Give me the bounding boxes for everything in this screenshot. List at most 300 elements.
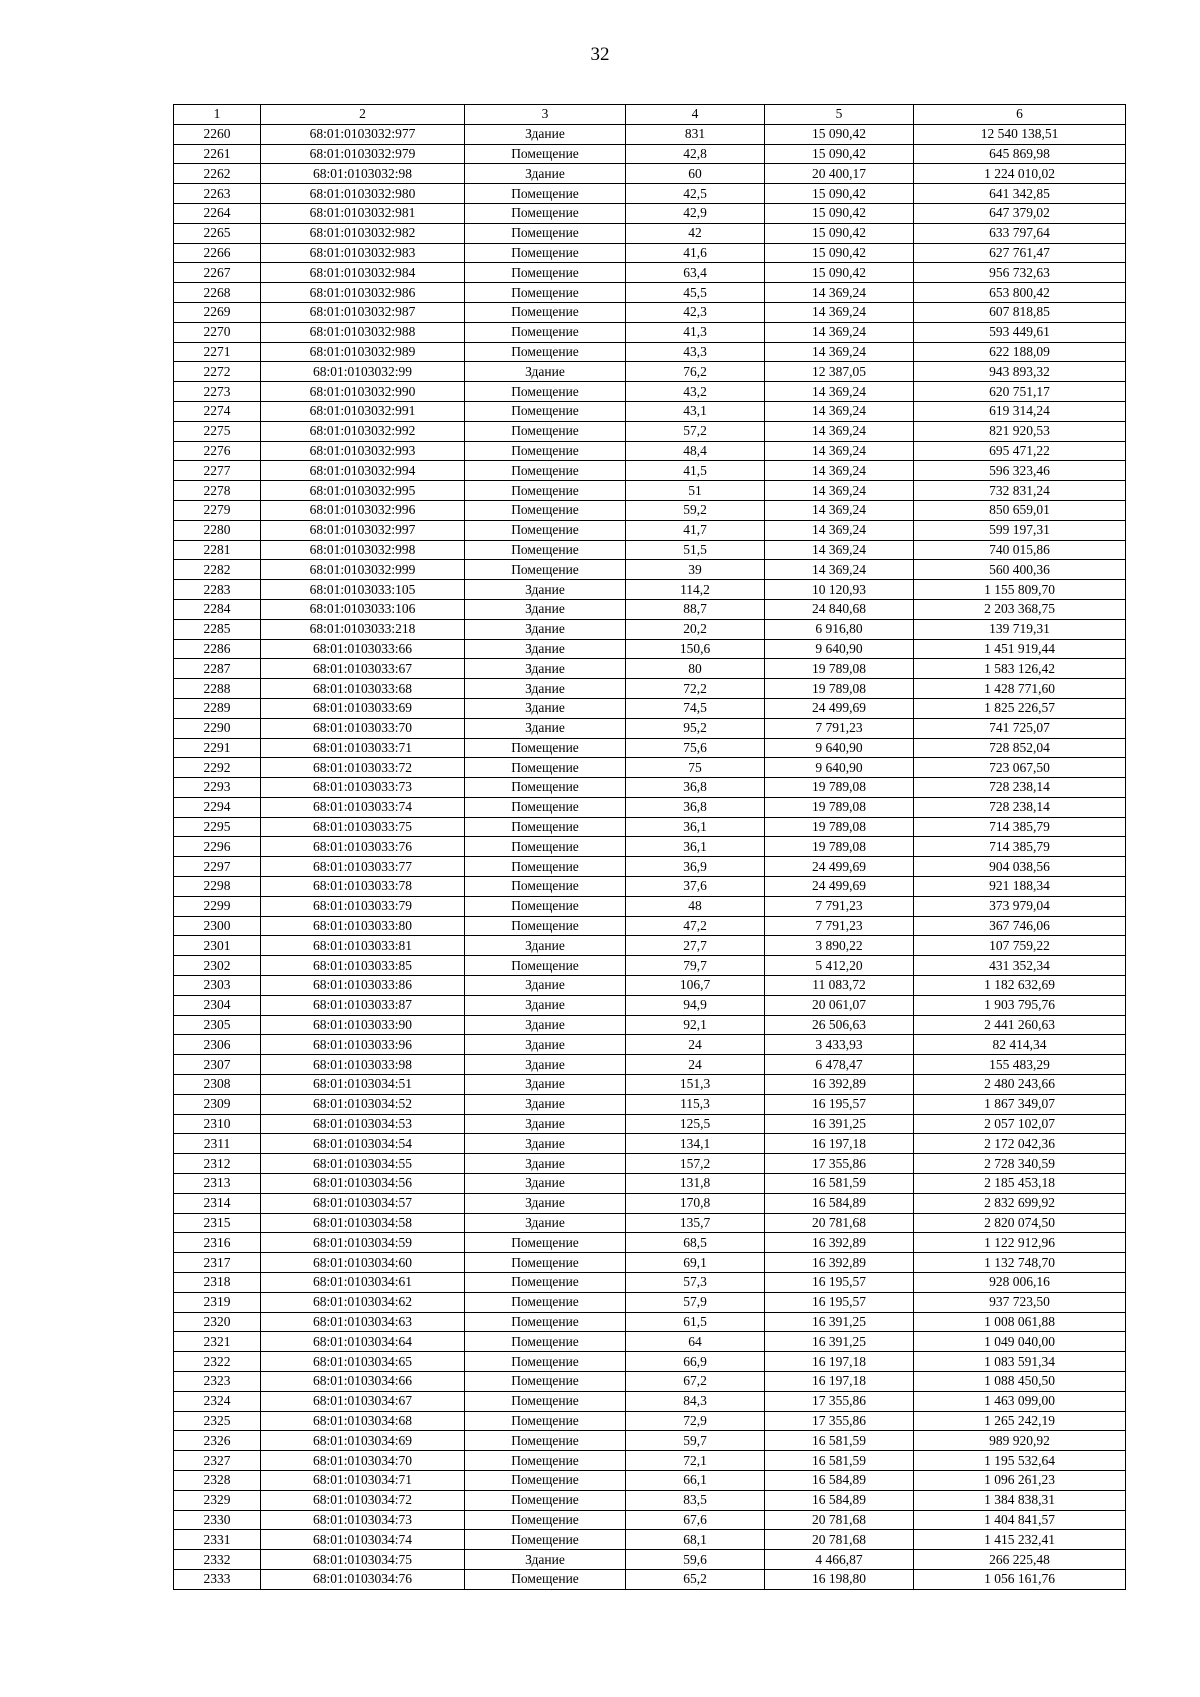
cadastral-number-cell: 68:01:0103033:71 (261, 738, 465, 758)
table-row (174, 995, 1126, 1015)
area-cell: 36,1 (626, 817, 765, 837)
object-type-cell: Здание (465, 1094, 626, 1114)
cadastral-value-cell: 653 800,42 (914, 283, 1126, 303)
cadastral-value-cell: 1 132 748,70 (914, 1253, 1126, 1273)
row-number-cell: 2264 (174, 203, 261, 223)
area-cell: 36,1 (626, 837, 765, 857)
specific-value-cell: 24 840,68 (765, 599, 914, 619)
cadastral-value-cell: 921 188,34 (914, 877, 1126, 897)
area-cell: 150,6 (626, 639, 765, 659)
cadastral-number-cell: 68:01:0103034:62 (261, 1292, 465, 1312)
object-type-cell: Здание (465, 659, 626, 679)
cadastral-number-cell: 68:01:0103034:76 (261, 1569, 465, 1589)
cadastral-value-cell: 107 759,22 (914, 936, 1126, 956)
specific-value-cell: 14 369,24 (765, 540, 914, 560)
object-type-cell: Здание (465, 599, 626, 619)
table-row (174, 1569, 1126, 1589)
specific-value-cell: 14 369,24 (765, 500, 914, 520)
object-type-cell: Помещение (465, 520, 626, 540)
specific-value-cell: 16 198,80 (765, 1569, 914, 1589)
cadastral-number-cell: 68:01:0103034:69 (261, 1431, 465, 1451)
cadastral-value-cell: 1 415 232,41 (914, 1530, 1126, 1550)
cadastral-number-cell: 68:01:0103032:984 (261, 263, 465, 283)
row-number-cell: 2295 (174, 817, 261, 837)
object-type-cell: Помещение (465, 877, 626, 897)
specific-value-cell: 24 499,69 (765, 698, 914, 718)
table-row (174, 263, 1126, 283)
row-number-cell: 2329 (174, 1490, 261, 1510)
cadastral-value-cell: 1 428 771,60 (914, 679, 1126, 699)
cadastral-value-cell: 593 449,61 (914, 322, 1126, 342)
table-row (174, 382, 1126, 402)
table-row (174, 500, 1126, 520)
table-row (174, 1134, 1126, 1154)
row-number-cell: 2275 (174, 421, 261, 441)
area-cell: 68,1 (626, 1530, 765, 1550)
cadastral-value-table (173, 104, 1126, 1590)
table-row (174, 1411, 1126, 1431)
area-cell: 134,1 (626, 1134, 765, 1154)
specific-value-cell: 14 369,24 (765, 342, 914, 362)
object-type-cell: Помещение (465, 1510, 626, 1530)
area-cell: 36,9 (626, 857, 765, 877)
row-number-cell: 2318 (174, 1273, 261, 1293)
cadastral-value-cell: 12 540 138,51 (914, 124, 1126, 144)
cadastral-value-cell: 1 265 242,19 (914, 1411, 1126, 1431)
area-cell: 36,8 (626, 797, 765, 817)
specific-value-cell: 14 369,24 (765, 382, 914, 402)
area-cell: 24 (626, 1055, 765, 1075)
cadastral-number-cell: 68:01:0103034:74 (261, 1530, 465, 1550)
specific-value-cell: 7 791,23 (765, 916, 914, 936)
specific-value-cell: 14 369,24 (765, 421, 914, 441)
area-cell: 37,6 (626, 877, 765, 897)
cadastral-number-cell: 68:01:0103034:66 (261, 1372, 465, 1392)
cadastral-number-cell: 68:01:0103034:52 (261, 1094, 465, 1114)
cadastral-number-cell: 68:01:0103034:54 (261, 1134, 465, 1154)
area-cell: 57,2 (626, 421, 765, 441)
table-row (174, 1075, 1126, 1095)
table-row (174, 778, 1126, 798)
specific-value-cell: 15 090,42 (765, 203, 914, 223)
object-type-cell: Помещение (465, 421, 626, 441)
table-row (174, 797, 1126, 817)
cadastral-number-cell: 68:01:0103033:98 (261, 1055, 465, 1075)
area-cell: 63,4 (626, 263, 765, 283)
cadastral-number-cell: 68:01:0103034:58 (261, 1213, 465, 1233)
table-row (174, 1292, 1126, 1312)
object-type-cell: Помещение (465, 1352, 626, 1372)
cadastral-number-cell: 68:01:0103033:86 (261, 976, 465, 996)
object-type-cell: Помещение (465, 1233, 626, 1253)
specific-value-cell: 16 584,89 (765, 1470, 914, 1490)
table-row (174, 738, 1126, 758)
object-type-cell: Помещение (465, 738, 626, 758)
cadastral-number-cell: 68:01:0103034:61 (261, 1273, 465, 1293)
area-cell: 43,2 (626, 382, 765, 402)
row-number-cell: 2263 (174, 184, 261, 204)
cadastral-number-cell: 68:01:0103032:993 (261, 441, 465, 461)
cadastral-number-cell: 68:01:0103032:999 (261, 560, 465, 580)
object-type-cell: Помещение (465, 223, 626, 243)
table-row (174, 916, 1126, 936)
table-row (174, 1431, 1126, 1451)
cadastral-number-cell: 68:01:0103034:64 (261, 1332, 465, 1352)
cadastral-value-cell: 937 723,50 (914, 1292, 1126, 1312)
cadastral-number-cell: 68:01:0103033:87 (261, 995, 465, 1015)
cadastral-number-cell: 68:01:0103032:997 (261, 520, 465, 540)
row-number-cell: 2324 (174, 1391, 261, 1411)
table-row (174, 718, 1126, 738)
cadastral-number-cell: 68:01:0103033:90 (261, 1015, 465, 1035)
cadastral-value-cell: 266 225,48 (914, 1550, 1126, 1570)
cadastral-value-cell: 1 583 126,42 (914, 659, 1126, 679)
table-row (174, 679, 1126, 699)
object-type-cell: Помещение (465, 956, 626, 976)
column-header: 2 (261, 105, 465, 125)
row-number-cell: 2308 (174, 1075, 261, 1095)
area-cell: 42,8 (626, 144, 765, 164)
table-row (174, 599, 1126, 619)
specific-value-cell: 16 581,59 (765, 1431, 914, 1451)
cadastral-value-cell: 2 820 074,50 (914, 1213, 1126, 1233)
cadastral-value-cell: 599 197,31 (914, 520, 1126, 540)
table-row (174, 758, 1126, 778)
table-row (174, 1451, 1126, 1471)
table-row (174, 877, 1126, 897)
specific-value-cell: 14 369,24 (765, 520, 914, 540)
object-type-cell: Помещение (465, 1490, 626, 1510)
area-cell: 69,1 (626, 1253, 765, 1273)
row-number-cell: 2261 (174, 144, 261, 164)
cadastral-number-cell: 68:01:0103032:995 (261, 481, 465, 501)
cadastral-number-cell: 68:01:0103032:989 (261, 342, 465, 362)
table-row (174, 619, 1126, 639)
row-number-cell: 2284 (174, 599, 261, 619)
area-cell: 74,5 (626, 698, 765, 718)
object-type-cell: Здание (465, 619, 626, 639)
object-type-cell: Здание (465, 1193, 626, 1213)
cadastral-value-cell: 367 746,06 (914, 916, 1126, 936)
row-number-cell: 2306 (174, 1035, 261, 1055)
specific-value-cell: 17 355,86 (765, 1411, 914, 1431)
area-cell: 41,3 (626, 322, 765, 342)
cadastral-number-cell: 68:01:0103033:106 (261, 599, 465, 619)
object-type-cell: Помещение (465, 540, 626, 560)
area-cell: 151,3 (626, 1075, 765, 1095)
cadastral-number-cell: 68:01:0103033:81 (261, 936, 465, 956)
row-number-cell: 2272 (174, 362, 261, 382)
table-row (174, 243, 1126, 263)
specific-value-cell: 12 387,05 (765, 362, 914, 382)
cadastral-value-cell: 1 155 809,70 (914, 580, 1126, 600)
object-type-cell: Помещение (465, 342, 626, 362)
row-number-cell: 2333 (174, 1569, 261, 1589)
specific-value-cell: 19 789,08 (765, 778, 914, 798)
cadastral-number-cell: 68:01:0103032:990 (261, 382, 465, 402)
row-number-cell: 2314 (174, 1193, 261, 1213)
specific-value-cell: 16 195,57 (765, 1094, 914, 1114)
object-type-cell: Здание (465, 1213, 626, 1233)
specific-value-cell: 15 090,42 (765, 144, 914, 164)
specific-value-cell: 4 466,87 (765, 1550, 914, 1570)
row-number-cell: 2328 (174, 1470, 261, 1490)
cadastral-value-cell: 714 385,79 (914, 817, 1126, 837)
cadastral-number-cell: 68:01:0103033:75 (261, 817, 465, 837)
area-cell: 170,8 (626, 1193, 765, 1213)
cadastral-number-cell: 68:01:0103032:981 (261, 203, 465, 223)
object-type-cell: Помещение (465, 481, 626, 501)
cadastral-number-cell: 68:01:0103032:979 (261, 144, 465, 164)
area-cell: 20,2 (626, 619, 765, 639)
object-type-cell: Здание (465, 1550, 626, 1570)
row-number-cell: 2326 (174, 1431, 261, 1451)
cadastral-value-cell: 633 797,64 (914, 223, 1126, 243)
table-row (174, 1193, 1126, 1213)
table-header-row (174, 105, 1126, 125)
row-number-cell: 2260 (174, 124, 261, 144)
cadastral-number-cell: 68:01:0103034:60 (261, 1253, 465, 1273)
cadastral-number-cell: 68:01:0103032:991 (261, 401, 465, 421)
object-type-cell: Помещение (465, 243, 626, 263)
cadastral-number-cell: 68:01:0103034:72 (261, 1490, 465, 1510)
row-number-cell: 2285 (174, 619, 261, 639)
cadastral-value-cell: 695 471,22 (914, 441, 1126, 461)
table-row (174, 1470, 1126, 1490)
row-number-cell: 2293 (174, 778, 261, 798)
table-row (174, 1055, 1126, 1075)
area-cell: 51 (626, 481, 765, 501)
cadastral-value-cell: 1 404 841,57 (914, 1510, 1126, 1530)
area-cell: 59,2 (626, 500, 765, 520)
specific-value-cell: 20 781,68 (765, 1530, 914, 1550)
row-number-cell: 2298 (174, 877, 261, 897)
cadastral-value-cell: 956 732,63 (914, 263, 1126, 283)
cadastral-value-cell: 1 096 261,23 (914, 1470, 1126, 1490)
object-type-cell: Помещение (465, 857, 626, 877)
page-number: 32 (590, 44, 610, 65)
object-type-cell: Здание (465, 679, 626, 699)
table-row (174, 1035, 1126, 1055)
table-row (174, 1372, 1126, 1392)
specific-value-cell: 19 789,08 (765, 659, 914, 679)
table-row (174, 441, 1126, 461)
table-row (174, 1490, 1126, 1510)
object-type-cell: Здание (465, 580, 626, 600)
specific-value-cell: 9 640,90 (765, 639, 914, 659)
object-type-cell: Помещение (465, 1530, 626, 1550)
object-type-cell: Здание (465, 1174, 626, 1194)
specific-value-cell: 14 369,24 (765, 441, 914, 461)
area-cell: 59,7 (626, 1431, 765, 1451)
cadastral-value-cell: 431 352,34 (914, 956, 1126, 976)
cadastral-value-cell: 741 725,07 (914, 718, 1126, 738)
specific-value-cell: 7 791,23 (765, 896, 914, 916)
area-cell: 75,6 (626, 738, 765, 758)
specific-value-cell: 16 584,89 (765, 1490, 914, 1510)
specific-value-cell: 20 781,68 (765, 1510, 914, 1530)
cadastral-number-cell: 68:01:0103032:988 (261, 322, 465, 342)
table-row (174, 540, 1126, 560)
specific-value-cell: 19 789,08 (765, 817, 914, 837)
area-cell: 39 (626, 560, 765, 580)
row-number-cell: 2315 (174, 1213, 261, 1233)
table-row (174, 1332, 1126, 1352)
row-number-cell: 2310 (174, 1114, 261, 1134)
specific-value-cell: 16 197,18 (765, 1352, 914, 1372)
object-type-cell: Здание (465, 1154, 626, 1174)
table-row (174, 1213, 1126, 1233)
table-row (174, 481, 1126, 501)
area-cell: 67,2 (626, 1372, 765, 1392)
specific-value-cell: 20 400,17 (765, 164, 914, 184)
row-number-cell: 2283 (174, 580, 261, 600)
object-type-cell: Помещение (465, 1569, 626, 1589)
cadastral-number-cell: 68:01:0103033:72 (261, 758, 465, 778)
cadastral-value-cell: 2 185 453,18 (914, 1174, 1126, 1194)
cadastral-number-cell: 68:01:0103032:98 (261, 164, 465, 184)
cadastral-number-cell: 68:01:0103032:992 (261, 421, 465, 441)
area-cell: 88,7 (626, 599, 765, 619)
cadastral-value-cell: 2 728 340,59 (914, 1154, 1126, 1174)
row-number-cell: 2277 (174, 461, 261, 481)
specific-value-cell: 9 640,90 (765, 758, 914, 778)
cadastral-number-cell: 68:01:0103033:105 (261, 580, 465, 600)
cadastral-number-cell: 68:01:0103033:66 (261, 639, 465, 659)
table-row (174, 936, 1126, 956)
row-number-cell: 2307 (174, 1055, 261, 1075)
column-header: 6 (914, 105, 1126, 125)
cadastral-value-cell: 1 224 010,02 (914, 164, 1126, 184)
area-cell: 831 (626, 124, 765, 144)
area-cell: 75 (626, 758, 765, 778)
table-row (174, 1114, 1126, 1134)
area-cell: 67,6 (626, 1510, 765, 1530)
object-type-cell: Помещение (465, 382, 626, 402)
area-cell: 42,5 (626, 184, 765, 204)
object-type-cell: Помещение (465, 1332, 626, 1352)
table-row (174, 837, 1126, 857)
object-type-cell: Помещение (465, 1312, 626, 1332)
object-type-cell: Помещение (465, 817, 626, 837)
object-type-cell: Помещение (465, 1372, 626, 1392)
table-row (174, 1273, 1126, 1293)
cadastral-number-cell: 68:01:0103032:996 (261, 500, 465, 520)
table-row (174, 203, 1126, 223)
object-type-cell: Здание (465, 1055, 626, 1075)
table-row (174, 857, 1126, 877)
column-header: 3 (465, 105, 626, 125)
cadastral-value-cell: 622 188,09 (914, 342, 1126, 362)
specific-value-cell: 17 355,86 (765, 1391, 914, 1411)
cadastral-value-cell: 728 852,04 (914, 738, 1126, 758)
specific-value-cell: 20 061,07 (765, 995, 914, 1015)
table-row (174, 580, 1126, 600)
cadastral-number-cell: 68:01:0103033:85 (261, 956, 465, 976)
area-cell: 106,7 (626, 976, 765, 996)
table-row (174, 144, 1126, 164)
specific-value-cell: 14 369,24 (765, 560, 914, 580)
specific-value-cell: 16 581,59 (765, 1174, 914, 1194)
cadastral-number-cell: 68:01:0103034:53 (261, 1114, 465, 1134)
table-row (174, 896, 1126, 916)
row-number-cell: 2322 (174, 1352, 261, 1372)
cadastral-number-cell: 68:01:0103033:80 (261, 916, 465, 936)
cadastral-number-cell: 68:01:0103033:76 (261, 837, 465, 857)
area-cell: 51,5 (626, 540, 765, 560)
row-number-cell: 2289 (174, 698, 261, 718)
cadastral-number-cell: 68:01:0103032:994 (261, 461, 465, 481)
area-cell: 66,1 (626, 1470, 765, 1490)
area-cell: 83,5 (626, 1490, 765, 1510)
cadastral-number-cell: 68:01:0103033:68 (261, 679, 465, 699)
cadastral-number-cell: 68:01:0103034:67 (261, 1391, 465, 1411)
specific-value-cell: 19 789,08 (765, 797, 914, 817)
cadastral-value-cell: 560 400,36 (914, 560, 1126, 580)
cadastral-value-cell: 373 979,04 (914, 896, 1126, 916)
row-number-cell: 2330 (174, 1510, 261, 1530)
row-number-cell: 2266 (174, 243, 261, 263)
cadastral-number-cell: 68:01:0103033:67 (261, 659, 465, 679)
object-type-cell: Помещение (465, 1273, 626, 1293)
column-header: 1 (174, 105, 261, 125)
table-row (174, 976, 1126, 996)
row-number-cell: 2305 (174, 1015, 261, 1035)
area-cell: 59,6 (626, 1550, 765, 1570)
object-type-cell: Помещение (465, 263, 626, 283)
row-number-cell: 2292 (174, 758, 261, 778)
specific-value-cell: 10 120,93 (765, 580, 914, 600)
object-type-cell: Здание (465, 1035, 626, 1055)
cadastral-value-cell: 2 832 699,92 (914, 1193, 1126, 1213)
area-cell: 94,9 (626, 995, 765, 1015)
cadastral-value-cell: 139 719,31 (914, 619, 1126, 639)
row-number-cell: 2274 (174, 401, 261, 421)
cadastral-number-cell: 68:01:0103034:70 (261, 1451, 465, 1471)
cadastral-value-cell: 728 238,14 (914, 778, 1126, 798)
row-number-cell: 2311 (174, 1134, 261, 1154)
specific-value-cell: 14 369,24 (765, 401, 914, 421)
area-cell: 157,2 (626, 1154, 765, 1174)
area-cell: 24 (626, 1035, 765, 1055)
specific-value-cell: 16 195,57 (765, 1292, 914, 1312)
area-cell: 72,2 (626, 679, 765, 699)
row-number-cell: 2304 (174, 995, 261, 1015)
area-cell: 27,7 (626, 936, 765, 956)
table-row (174, 164, 1126, 184)
cadastral-number-cell: 68:01:0103033:78 (261, 877, 465, 897)
cadastral-number-cell: 68:01:0103034:55 (261, 1154, 465, 1174)
cadastral-number-cell: 68:01:0103033:96 (261, 1035, 465, 1055)
area-cell: 80 (626, 659, 765, 679)
object-type-cell: Здание (465, 718, 626, 738)
object-type-cell: Помещение (465, 1451, 626, 1471)
cadastral-number-cell: 68:01:0103034:75 (261, 1550, 465, 1570)
row-number-cell: 2294 (174, 797, 261, 817)
table-row (174, 1530, 1126, 1550)
cadastral-value-cell: 1 384 838,31 (914, 1490, 1126, 1510)
row-number-cell: 2286 (174, 639, 261, 659)
specific-value-cell: 11 083,72 (765, 976, 914, 996)
table-row (174, 342, 1126, 362)
cadastral-number-cell: 68:01:0103032:986 (261, 283, 465, 303)
area-cell: 57,3 (626, 1273, 765, 1293)
row-number-cell: 2271 (174, 342, 261, 362)
object-type-cell: Здание (465, 936, 626, 956)
row-number-cell: 2302 (174, 956, 261, 976)
cadastral-value-cell: 850 659,01 (914, 500, 1126, 520)
table-row (174, 1352, 1126, 1372)
